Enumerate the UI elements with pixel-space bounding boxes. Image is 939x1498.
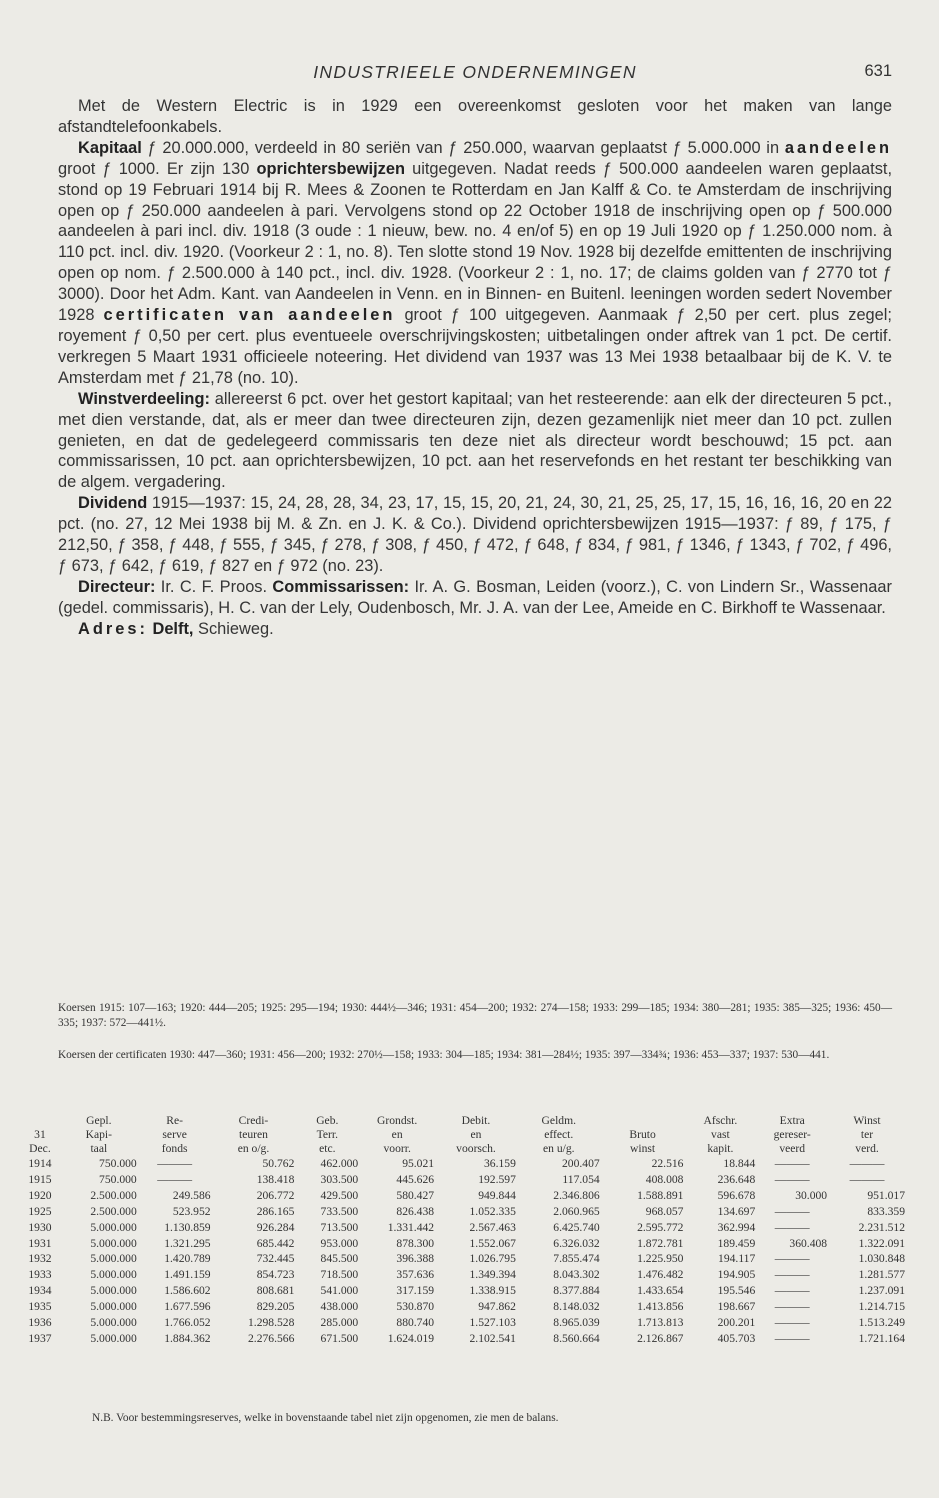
table-row — [20, 1315, 906, 1331]
table-cell: 947.862 — [478, 1300, 516, 1314]
column-header-line: Bruto — [629, 1128, 656, 1141]
table-cell: 8.965.039 — [553, 1316, 600, 1330]
table-cell: ——— — [774, 1157, 810, 1170]
table-cell: 286.165 — [256, 1204, 295, 1218]
table-cell: 438.000 — [320, 1300, 359, 1314]
table-cell: 1.884.362 — [164, 1331, 211, 1345]
table-cell: 1.349.394 — [469, 1268, 516, 1282]
table-cell: 249.586 — [172, 1188, 211, 1202]
table-cell: 596.678 — [717, 1188, 756, 1202]
table-cell: 1.322.091 — [858, 1236, 905, 1250]
paragraph-adres — [58, 619, 892, 640]
table-cell: 1.030.848 — [858, 1252, 905, 1266]
table-cell: 8.560.664 — [553, 1331, 600, 1345]
kapitaal-text-1: ƒ 20.000.000, verdeeld in 80 seriën van ƒ 250.000, waarvan geplaatst ƒ 5.000.000 in — [141, 138, 785, 157]
table-cell: 22.516 — [651, 1157, 684, 1170]
column-header — [517, 1114, 601, 1156]
paragraph-dividend — [58, 493, 892, 577]
table-cell: 138.418 — [256, 1172, 295, 1186]
table-cell: 2.231.512 — [858, 1220, 905, 1234]
table-cell: 2.346.806 — [553, 1188, 600, 1202]
table-row — [20, 1156, 906, 1172]
table-cell: 429.500 — [320, 1188, 359, 1202]
table-cell: ——— — [774, 1204, 810, 1218]
adres-city: Delft, — [147, 619, 194, 638]
column-header — [138, 1114, 212, 1156]
table-cell: 1.225.950 — [637, 1252, 684, 1266]
label-commissarissen: Commissarissen: — [272, 577, 410, 596]
table-cell: 808.681 — [256, 1284, 295, 1298]
table-cell: 1.476.482 — [637, 1268, 684, 1282]
commissarissen-text: Ir. A. G. Bosman, Leiden (voorz.), C. von Lindern Sr., Wassenaar (gedel. commissaris), H. C. van der Lely, Oudenbosch, Mr. J. A. van der Lee, Ameide en C. Birkhoff te Wassenaar. — [58, 577, 892, 617]
kapitaal-text-2: groot ƒ 1000. Er zijn 130 — [58, 159, 257, 178]
table-cell: 445.626 — [396, 1172, 435, 1186]
table-cell: 134.697 — [717, 1204, 756, 1218]
table-cell: 829.205 — [256, 1300, 295, 1314]
table-cell: ——— — [774, 1316, 810, 1330]
kapitaal-text-3: uitgegeven. Nadat reeds ƒ 500.000 aandeelen waren geplaatst, stond op 19 Februari 1914 bij R. Mees & Zoonen te Rotterdam en Jan Kalff & Co. te Amsterdam de inschrijving open op ƒ 250.000 aandeelen à pari. Vervolgens stond op 22 October 1918 de inschrijving open op ƒ 500.000 aandeelen à pari incl. div. 1918 (3 oude : 1 nieuw, bew. no. 4 en/of 5) en op 19 Juli 1920 op ƒ 1.250.000 nom. à 110 pct. incl. div. 1920. (Voorkeur 2 : 1, no. 8). Ten slotte stond 19 Nov. 1928 bij dezelfde emittenten de inschrijving open op nom. ƒ 2.500.000 à 140 pct., incl. div. 1928. (Voorkeur 2 : 1, no. 17; de claims golden van ƒ 2770 tot ƒ 3000). Door het Adm. Kant. van Aandeelen in Venn. en in Binnen- en Buitenl. leeningen worden sedert November 1928 — [58, 159, 892, 325]
table-cell: 200.407 — [561, 1157, 600, 1170]
column-header-line: veerd — [779, 1142, 806, 1155]
row-year: 1934 — [28, 1284, 52, 1298]
table-cell: 580.427 — [396, 1188, 435, 1202]
paragraph-intro: Met de Western Electric is in 1929 een overeenkomst gesloten voor het maken van lange afstandtelefoonkabels. — [58, 97, 892, 136]
table-cell: 2.500.000 — [90, 1204, 137, 1218]
column-header-line: serve — [162, 1128, 187, 1141]
table-cell: 826.438 — [396, 1204, 435, 1218]
table-cell: 5.000.000 — [90, 1236, 137, 1250]
table-cell: 1.527.103 — [469, 1316, 516, 1330]
table-cell: 878.300 — [396, 1236, 435, 1250]
table-cell: 1.766.052 — [164, 1316, 211, 1330]
label-kapitaal: Kapitaal — [78, 138, 142, 157]
table-cell: 1.433.654 — [637, 1284, 684, 1298]
table-cell: 2.567.463 — [469, 1220, 516, 1234]
page-number: 631 — [864, 62, 892, 80]
table-cell: 8.148.032 — [553, 1300, 600, 1314]
table-row — [20, 1267, 906, 1283]
column-header-line: Geldm. — [541, 1114, 576, 1127]
column-header-line: Dec. — [29, 1142, 51, 1155]
table-header-row — [20, 1114, 906, 1156]
label-winstverdeeling: Winstverdeeling: — [78, 389, 210, 408]
table-cell: 1.586.602 — [164, 1284, 211, 1298]
table-cell: 1.872.781 — [637, 1236, 684, 1250]
table-cell: 1.214.715 — [858, 1300, 905, 1314]
column-header-line: en — [391, 1128, 403, 1141]
table-cell: 953.000 — [320, 1236, 359, 1250]
table-cell: 200.201 — [717, 1316, 756, 1330]
table-cell: 303.500 — [320, 1172, 359, 1186]
column-header-line: etc. — [319, 1142, 336, 1155]
table-cell: 5.000.000 — [90, 1316, 137, 1330]
table-cell: 1.298.528 — [248, 1316, 295, 1330]
document-page — [58, 62, 892, 640]
table-cell: 1.420.789 — [164, 1252, 211, 1266]
column-header-line: voorsch. — [456, 1142, 496, 1155]
column-header-line: en u/g. — [542, 1142, 575, 1155]
column-header — [684, 1114, 756, 1156]
row-year: 1930 — [28, 1220, 52, 1234]
table-cell: 1.281.577 — [858, 1268, 905, 1282]
label-dividend: Dividend — [78, 494, 148, 513]
table-cell: 195.546 — [717, 1284, 756, 1298]
table-cell: 5.000.000 — [90, 1300, 137, 1314]
column-header-line: Credi- — [238, 1114, 269, 1127]
winst-text: allereerst 6 pct. over het gestort kapitaal; van het resteerende: aan elk der directeuren 5 pct., met dien verstande, dat, als er meer dan twee directeuren zijn, dezen gezamenlijk niet meer dan 10 pct. zullen genieten, en dat de gedelegeerd commissaris ten deze niet als directeur wordt beschouwd; 15 pct. aan commissarissen, 10 pct. aan oprichtersbewijzen, 10 pct. aan het reservefonds en het restant ter beschikking van de algem. vergadering. — [58, 389, 892, 492]
table-cell: 880.740 — [396, 1316, 435, 1330]
table-cell: 317.159 — [396, 1284, 435, 1298]
column-header-line: fonds — [161, 1142, 188, 1155]
column-header — [295, 1114, 359, 1156]
row-year: 1925 — [28, 1204, 52, 1218]
table-cell: ——— — [157, 1157, 193, 1170]
footnote: N.B. Voor bestemmingsreserves, welke in bovenstaande tabel niet zijn opgenomen, zie men de balans. — [92, 1412, 559, 1424]
table-cell: 194.905 — [717, 1268, 756, 1282]
table-cell: 8.043.302 — [553, 1268, 600, 1282]
table-cell: 357.636 — [396, 1268, 435, 1282]
table-cell: 854.723 — [256, 1268, 295, 1282]
table-cell: 1.588.891 — [637, 1188, 684, 1202]
table-cell: 1.677.596 — [164, 1300, 211, 1314]
table-cell: 5.000.000 — [90, 1268, 137, 1282]
column-header-line: kapit. — [707, 1142, 734, 1155]
column-header — [212, 1114, 296, 1156]
table-cell: 845.500 — [320, 1252, 359, 1266]
table-cell: 206.772 — [256, 1188, 295, 1202]
table-cell: 541.000 — [320, 1284, 359, 1298]
table-row — [20, 1172, 906, 1188]
table-cell: 396.388 — [396, 1252, 435, 1266]
row-year: 1935 — [28, 1300, 52, 1314]
table-cell: 5.000.000 — [90, 1220, 137, 1234]
table-cell: 951.017 — [867, 1188, 905, 1202]
column-header-line: en — [470, 1128, 482, 1141]
table-cell: 732.445 — [256, 1252, 295, 1266]
row-year: 1933 — [28, 1268, 52, 1282]
table-cell: 1.321.295 — [164, 1236, 211, 1250]
table-cell: 1.026.795 — [469, 1252, 516, 1266]
table-cell: ——— — [774, 1300, 810, 1314]
table-cell: 1.624.019 — [387, 1331, 435, 1345]
table-cell: 95.021 — [402, 1157, 435, 1170]
column-header-line: vast — [711, 1128, 730, 1141]
table-cell: 1.513.249 — [858, 1316, 905, 1330]
table-cell: 405.703 — [717, 1331, 756, 1345]
column-header-line: winst — [630, 1142, 656, 1155]
column-header — [20, 1114, 60, 1156]
table-cell: 1.331.442 — [387, 1220, 435, 1234]
table-cell: 718.500 — [320, 1268, 359, 1282]
row-year: 1932 — [28, 1252, 52, 1266]
table-cell: 713.500 — [320, 1220, 359, 1234]
bold-oprichtersbewijzen: oprichtersbewijzen — [256, 159, 405, 178]
table-row — [20, 1188, 906, 1204]
table-body — [20, 1156, 906, 1347]
table-cell: 2.276.566 — [248, 1331, 295, 1345]
table-cell: 530.870 — [396, 1300, 435, 1314]
paragraph-winstverdeeling — [58, 389, 892, 494]
table-cell: 360.408 — [789, 1236, 828, 1250]
table-row — [20, 1236, 906, 1252]
table-cell: 6.425.740 — [553, 1220, 600, 1234]
table-cell: 968.057 — [645, 1204, 684, 1218]
label-directeur: Directeur: — [78, 577, 156, 596]
table-row — [20, 1220, 906, 1236]
table-cell: 8.377.884 — [553, 1284, 600, 1298]
table-row — [20, 1283, 906, 1299]
column-header-line: Kapi- — [85, 1128, 113, 1141]
table-cell: 833.359 — [867, 1204, 905, 1218]
row-year: 1937 — [28, 1331, 52, 1345]
table-cell: 1.052.335 — [469, 1204, 516, 1218]
spaced-certificaten: certificaten van aandeelen — [103, 306, 396, 325]
table-cell: ——— — [774, 1252, 810, 1266]
column-header-line: ter — [860, 1128, 874, 1141]
column-header-line: teuren — [238, 1128, 268, 1141]
table-cell: 1.721.164 — [858, 1331, 905, 1345]
table-cell: ——— — [774, 1331, 810, 1345]
column-header-line: effect. — [544, 1128, 574, 1141]
table-row — [20, 1251, 906, 1267]
table-cell: 50.762 — [262, 1157, 295, 1170]
table-cell: 36.159 — [483, 1157, 516, 1170]
row-year: 1914 — [28, 1157, 52, 1170]
table-cell: 1.552.067 — [469, 1236, 516, 1250]
table-cell: 685.442 — [256, 1236, 295, 1250]
column-header-line: gereser- — [773, 1128, 811, 1141]
table-cell: ——— — [774, 1268, 810, 1282]
paragraph-bestuur — [58, 577, 892, 619]
table-row — [20, 1331, 906, 1347]
table-cell: 750.000 — [99, 1172, 137, 1186]
column-header — [60, 1114, 138, 1156]
table-cell: 2.595.772 — [637, 1220, 684, 1234]
dividend-text: 1915—1937: 15, 24, 28, 28, 34, 23, 17, 15, 15, 20, 21, 24, 30, 21, 25, 25, 17, 15, 16, 16, 16, 20 en 22 pct. (no. 27, 12 Mei 1938 bij M. & Zn. en J. K. & Co.). Dividend oprichtersbewijzen 1915—1937: ƒ 89, ƒ 175, ƒ 212,50, ƒ 358, ƒ 448, ƒ 555, ƒ 345, ƒ 278, ƒ 308, ƒ 450, ƒ 472, ƒ 648, ƒ 834, ƒ 981, ƒ 1346, ƒ 1343, ƒ 702, ƒ 496, ƒ 673, ƒ 642, ƒ 619, ƒ 827 en ƒ 972 (no. 23). — [58, 494, 892, 575]
table-cell: 6.326.032 — [553, 1236, 600, 1250]
table-cell: 671.500 — [320, 1331, 359, 1345]
column-header-line: Geb. — [316, 1114, 339, 1127]
table-cell: 1.413.856 — [637, 1300, 684, 1314]
financial-table — [20, 1114, 906, 1347]
body-text — [58, 96, 892, 640]
table-cell: 523.952 — [172, 1204, 211, 1218]
column-header-line: Grondst. — [377, 1114, 418, 1127]
table-cell: 18.844 — [723, 1157, 756, 1170]
column-header-line: Afschr. — [703, 1114, 738, 1127]
column-header-line: 31 — [34, 1128, 46, 1141]
table-cell: 1.713.813 — [637, 1316, 684, 1330]
table-cell: ——— — [774, 1220, 810, 1234]
table-cell: 949.844 — [478, 1188, 516, 1202]
table-cell: 926.284 — [256, 1220, 295, 1234]
table-cell: 5.000.000 — [90, 1252, 137, 1266]
table-row — [20, 1204, 906, 1220]
table-row — [20, 1299, 906, 1315]
column-header — [601, 1114, 685, 1156]
table-cell: 408.008 — [645, 1172, 684, 1186]
row-year: 1920 — [28, 1188, 52, 1202]
adres-street: Schieweg. — [193, 619, 274, 638]
column-header-line: voorr. — [383, 1142, 411, 1155]
column-header — [756, 1114, 828, 1156]
row-year: 1915 — [28, 1172, 52, 1186]
table-cell: 189.459 — [717, 1236, 756, 1250]
column-header-line: Terr. — [316, 1128, 338, 1141]
table-cell: 362.994 — [717, 1220, 756, 1234]
table-cell: 2.060.965 — [553, 1204, 600, 1218]
table-cell: 2.102.541 — [469, 1331, 516, 1345]
table-cell: ——— — [774, 1172, 810, 1186]
table-cell: 194.117 — [718, 1252, 756, 1266]
column-header-line: Gepl. — [86, 1114, 112, 1127]
table-cell: 236.648 — [717, 1172, 756, 1186]
column-header-line: Debit. — [461, 1114, 491, 1127]
table-cell: 5.000.000 — [90, 1284, 137, 1298]
spaced-aandeelen: aandeelen — [784, 138, 892, 157]
column-header-line: en o/g. — [237, 1142, 270, 1155]
table-cell: 1.491.159 — [164, 1268, 211, 1282]
table-cell: 1.237.091 — [858, 1284, 905, 1298]
table-cell: 117.054 — [562, 1172, 600, 1186]
column-header — [828, 1114, 906, 1156]
column-header-line: Re- — [166, 1114, 184, 1127]
koersen-certificaten: Koersen der certificaten 1930: 447—360; 1931: 456—200; 1932: 270½—158; 1933: 304—185; 1934: 381—284½; 1935: 397—334¾; 1936: 453—337; 1937: 530—441. — [58, 1049, 830, 1061]
column-header — [359, 1114, 435, 1156]
table-cell: 2.500.000 — [90, 1188, 137, 1202]
table-cell: 1.338.915 — [469, 1284, 516, 1298]
table-cell: 1.130.859 — [164, 1220, 211, 1234]
table-cell: ——— — [849, 1157, 885, 1170]
table-cell: 733.500 — [320, 1204, 359, 1218]
table-cell: 5.000.000 — [90, 1331, 137, 1345]
table-cell: 285.000 — [320, 1316, 359, 1330]
row-year: 1931 — [28, 1236, 52, 1250]
table-cell: 7.855.474 — [553, 1252, 600, 1266]
table-cell: ——— — [774, 1284, 810, 1298]
table-cell: 2.126.867 — [637, 1331, 684, 1345]
paragraph-kapitaal — [58, 138, 892, 389]
table-cell: ——— — [157, 1172, 193, 1186]
column-header-line: verd. — [855, 1142, 879, 1155]
koersen-aandeelen: Koersen 1915: 107—163; 1920: 444—205; 1925: 295—194; 1930: 444½—346; 1931: 454—200; 1932: 274—158; 1933: 299—185; 1934: 380—281; 1935: 385—325; 1936: 450—335; 1937: 572—441½. — [58, 1002, 892, 1029]
column-header-line: Winst — [853, 1114, 881, 1127]
column-header-line: Extra — [779, 1114, 805, 1127]
kapitaal-text-4: groot ƒ 100 uitgegeven. Aanmaak ƒ 2,50 per cert. plus zegel; royement ƒ 0,50 per cert. plus eventueele overschrijvingskosten; uitbetalingen onder aftrek van 1 pct. De certif. verkregen 5 Maart 1931 officieele noteering. Het dividend van 1937 was 13 Mei 1938 betaalbaar bij de K. V. te Amsterdam met ƒ 21,78 (no. 10). — [58, 306, 892, 387]
table-cell: 198.667 — [717, 1300, 756, 1314]
page-header — [58, 62, 892, 92]
table-cell: 30.000 — [795, 1188, 828, 1202]
running-title: INDUSTRIEELE ONDERNEMINGEN — [313, 62, 637, 82]
table-cell: 750.000 — [99, 1157, 137, 1170]
label-adres: Adres: — [78, 619, 148, 638]
table-cell: 192.597 — [478, 1172, 516, 1186]
directeur-text: Ir. C. F. Proos. — [155, 577, 273, 596]
table-cell: ——— — [849, 1172, 885, 1186]
column-header — [435, 1114, 517, 1156]
table-cell: 462.000 — [320, 1157, 359, 1170]
row-year: 1936 — [28, 1316, 52, 1330]
column-header-line: taal — [90, 1142, 108, 1155]
